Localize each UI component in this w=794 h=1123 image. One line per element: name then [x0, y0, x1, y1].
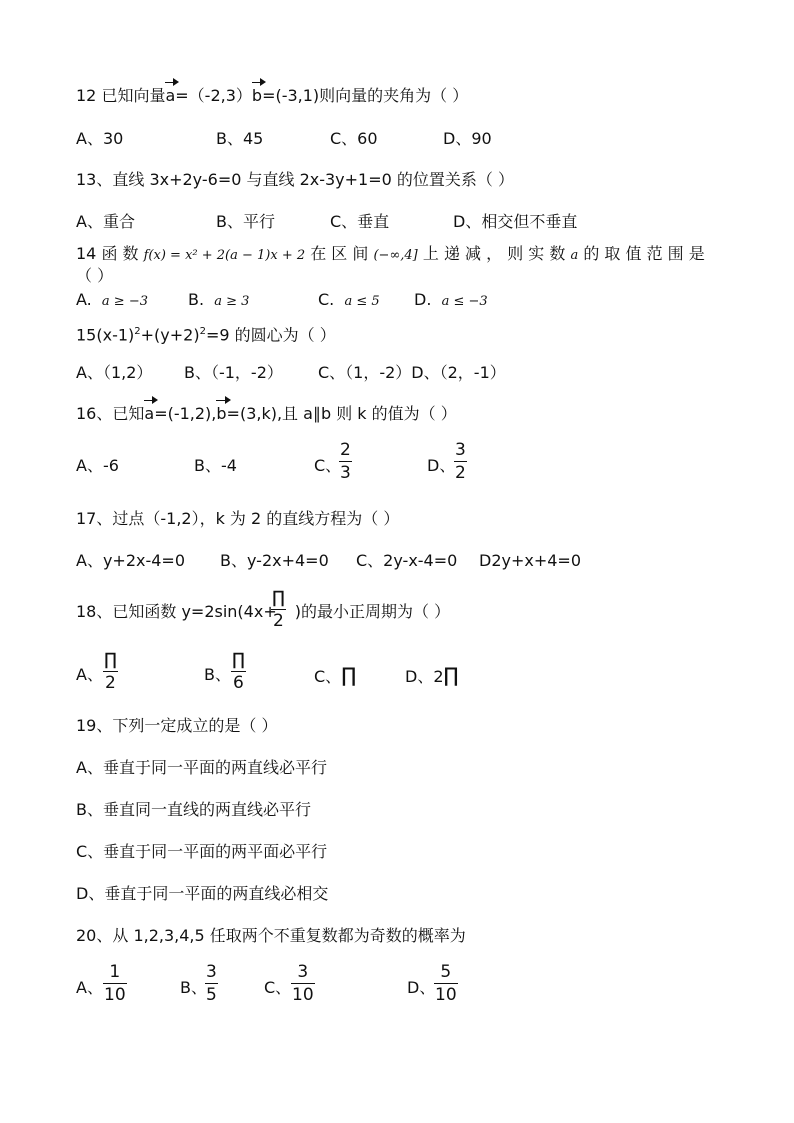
q18-option-b-fraction: [231, 650, 246, 693]
q18-option-b[interactable]: B、: [204, 665, 231, 684]
q15-part3: =9 的圆心为（ ）: [205, 325, 336, 345]
q19-option-c[interactable]: C、垂直于同一平面的两平面必平行: [76, 842, 328, 861]
q14-function: f(x) = x² + 2(a − 1)x + 2: [143, 248, 306, 263]
q13-option-a[interactable]: A、重合: [76, 212, 135, 231]
q17-option-d[interactable]: D2y+x+4=0: [479, 551, 582, 570]
fraction-numerator: 2: [340, 440, 351, 460]
q18-prefix: 18、已知函数 y=2sin(4x+: [76, 602, 277, 621]
vector-b: b: [216, 404, 227, 423]
q20-option-c[interactable]: C、: [264, 978, 292, 997]
q14-option-c[interactable]: [318, 290, 380, 312]
q12-stem: [76, 86, 468, 106]
fraction-numerator: 3: [206, 962, 217, 982]
q18-option-c-label: C、: [314, 667, 342, 686]
fraction-denominator: 10: [292, 985, 314, 1005]
q14-tail: 的 取 值 范 围 是: [578, 244, 705, 263]
vector-a: a: [144, 404, 155, 423]
q20-option-a-fraction: [103, 962, 127, 1005]
q20-stem: 20、从 1,2,3,4,5 任取两个不重复数都为奇数的概率为: [76, 926, 466, 945]
q14-option-a-label: A.: [76, 290, 92, 309]
q14-stem: [76, 244, 705, 266]
fraction-numerator: ∏: [232, 650, 245, 670]
pi-symbol: ∏: [341, 663, 357, 687]
q13-option-d[interactable]: D、相交但不垂直: [453, 212, 578, 231]
vector-a: a: [165, 86, 176, 105]
q16-option-c[interactable]: C、: [314, 456, 342, 475]
q12-option-a[interactable]: A、30: [76, 129, 124, 148]
q18-stem-fraction: [271, 588, 286, 631]
fraction-numerator: ∏: [104, 650, 117, 670]
fraction-denominator: 6: [233, 673, 244, 693]
q15-sup2: 2: [199, 326, 206, 337]
q14-variable: a: [570, 248, 579, 263]
fraction-denominator: 10: [435, 985, 457, 1005]
q12-prefix: 12 已知向量: [76, 86, 166, 105]
q20-option-c-fraction: [291, 962, 315, 1005]
q19-option-b[interactable]: B、垂直同一直线的两直线必平行: [76, 800, 311, 819]
fraction-denominator: 2: [105, 673, 116, 693]
q15-sup1: 2: [134, 326, 141, 337]
q14-option-d-label: D.: [414, 290, 432, 309]
q14-interval: (−∞,4]: [373, 248, 418, 263]
q20-option-b[interactable]: B、: [180, 978, 207, 997]
fraction-numerator: 3: [455, 440, 466, 460]
q16-stem: [76, 404, 457, 424]
fraction-denominator: 5: [206, 985, 217, 1005]
q16-option-b[interactable]: B、-4: [194, 456, 237, 475]
q14-option-c-math: a ≤ 5: [344, 294, 380, 309]
q16-option-d-fraction: [454, 440, 467, 483]
q19-option-a[interactable]: A、垂直于同一平面的两直线必平行: [76, 758, 327, 777]
q16-suffix: =(3,k),且 a∥b 则 k 的值为（ ）: [226, 404, 457, 423]
q13-option-c[interactable]: C、垂直: [330, 212, 390, 231]
fraction-denominator: 2: [273, 611, 284, 631]
fraction-numerator: ∏: [272, 588, 285, 608]
q16-option-a[interactable]: A、-6: [76, 456, 119, 475]
fraction-numerator: 1: [109, 962, 121, 982]
q14-option-a-math: a ≥ −3: [101, 294, 148, 309]
q14-suffix: 上 递 减 ， 则 实 数: [417, 244, 571, 263]
fraction-denominator: 10: [104, 985, 126, 1005]
q14-mid: 在 区 间: [305, 244, 374, 263]
q20-option-b-fraction: [205, 962, 218, 1005]
q16-option-c-fraction: [339, 440, 352, 483]
q17-option-b[interactable]: B、y-2x+4=0: [220, 551, 329, 570]
q16-prefix: 16、已知: [76, 404, 145, 423]
q18-option-d-label: D、2: [405, 667, 444, 686]
fraction-denominator: 3: [340, 463, 351, 483]
q15-part2: +(y+2): [140, 325, 200, 345]
q17-option-c[interactable]: C、2y-x-4=0: [356, 551, 458, 570]
q18-option-d[interactable]: [405, 665, 459, 687]
q17-stem: 17、过点（-1,2），k 为 2 的直线方程为（ ）: [76, 509, 400, 528]
q19-option-d[interactable]: D、垂直于同一平面的两直线必相交: [76, 884, 329, 903]
q20-option-a[interactable]: A、: [76, 978, 103, 997]
q14-option-c-label: C.: [318, 290, 335, 309]
q14-option-b-math: a ≥ 3: [214, 294, 250, 309]
q15-option-cd[interactable]: C、（1，-2）D、（2，-1）: [318, 363, 506, 382]
q15-option-b[interactable]: B、（-1，-2）: [184, 363, 283, 382]
q12-option-c[interactable]: C、60: [330, 129, 378, 148]
q15-stem: [76, 322, 336, 345]
q19-stem: 19、下列一定成立的是（ ）: [76, 716, 278, 735]
q15-part1: 15(x-1): [76, 325, 135, 345]
q14-option-a[interactable]: [76, 290, 148, 312]
q12-option-d[interactable]: D、90: [443, 129, 492, 148]
q14-option-d-math: a ≤ −3: [441, 294, 488, 309]
q13-option-b[interactable]: B、平行: [216, 212, 275, 231]
vector-b: b: [251, 86, 263, 105]
q14-option-d[interactable]: [414, 290, 488, 312]
q14-prefix: 14 函 数: [76, 244, 144, 263]
fraction-numerator: 5: [440, 962, 452, 982]
q18-option-a-fraction: [103, 650, 118, 693]
q15-option-a[interactable]: A、（1,2）: [76, 363, 153, 382]
q14-option-b-label: B.: [188, 290, 205, 309]
q14-option-b[interactable]: [188, 290, 249, 312]
q18-stem: [76, 602, 450, 622]
q14-paren: （ ）: [76, 266, 114, 285]
pi-symbol: ∏: [443, 663, 459, 687]
q20-option-d-fraction: [434, 962, 458, 1005]
q12-mid: =（-2,3）: [175, 86, 252, 105]
q17-option-a[interactable]: A、y+2x-4=0: [76, 551, 186, 570]
fraction-numerator: 3: [297, 962, 309, 982]
q16-mid: =(-1,2),: [154, 404, 217, 423]
q16-option-d[interactable]: D、: [427, 456, 456, 475]
q12-option-b[interactable]: B、45: [216, 129, 264, 148]
q18-option-c[interactable]: [314, 665, 356, 687]
q20-option-d[interactable]: D、: [407, 978, 436, 997]
q18-option-a[interactable]: A、: [76, 665, 103, 684]
q18-suffix: )的最小正周期为（ ）: [294, 602, 451, 621]
q12-suffix: =(-3,1)则向量的夹角为（ ）: [262, 86, 469, 105]
q13-stem: 13、直线 3x+2y-6=0 与直线 2x-3y+1=0 的位置关系（ ）: [76, 170, 514, 189]
fraction-denominator: 2: [455, 463, 466, 483]
